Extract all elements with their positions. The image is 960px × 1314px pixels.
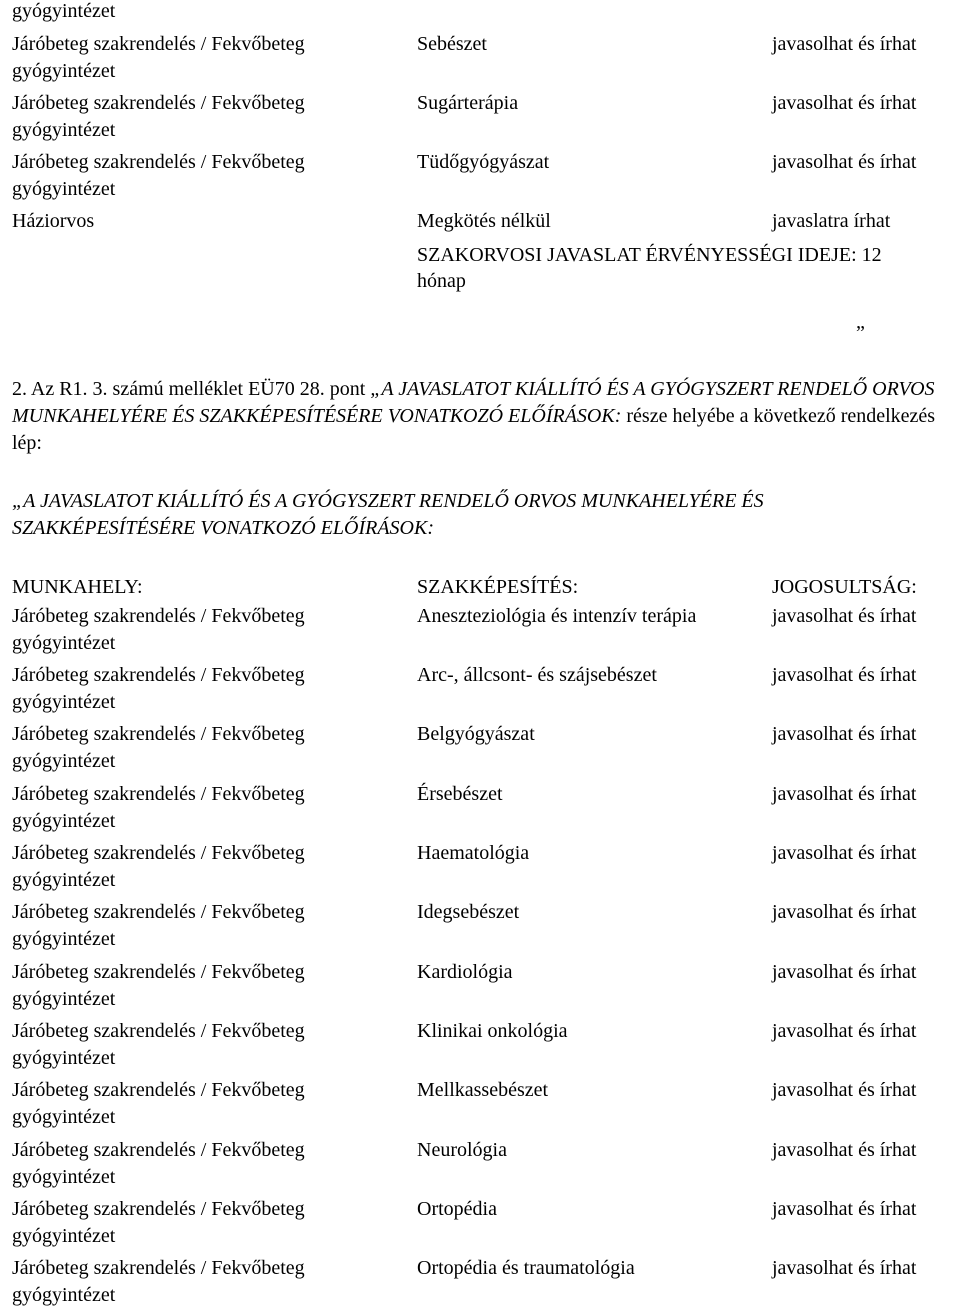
authority-cell: javasolhat és írhat xyxy=(772,605,917,627)
workplace-cell: Járóbeteg szakrendelés / Fekvőbeteg gyógyintézet xyxy=(12,151,305,200)
specialty-cell: Belgyógyászat xyxy=(417,723,535,745)
specialty-cell: Ortopédia xyxy=(417,1198,497,1220)
specialty-cell: Ortopédia és traumatológia xyxy=(417,1257,635,1279)
specialty-cell: Kardiológia xyxy=(417,961,513,983)
table-row xyxy=(0,149,960,208)
authority-cell: javasolhat és írhat xyxy=(772,783,917,805)
workplace-cell: Járóbeteg szakrendelés / Fekvőbeteg gyógyintézet xyxy=(12,1257,305,1306)
workplace-cell: Járóbeteg szakrendelés / Fekvőbeteg gyógyintézet xyxy=(12,1020,305,1069)
specialty-cell: Sugárterápia xyxy=(417,92,519,114)
top-fragment-text: gyógyintézet xyxy=(12,0,116,22)
table-row xyxy=(0,1137,960,1196)
workplace-cell: Járóbeteg szakrendelés / Fekvőbeteg gyógyintézet xyxy=(12,961,305,1010)
table-row xyxy=(0,603,960,662)
amendment-suffix: része helyébe a következő rendelkezés lép: xyxy=(12,405,936,454)
authority-cell: javasolhat és írhat xyxy=(772,1079,917,1101)
specialty-cell: Haematológia xyxy=(417,842,530,864)
specialty-cell: Neurológia xyxy=(417,1139,507,1161)
workplace-cell: Járóbeteg szakrendelés / Fekvőbeteg gyógyintézet xyxy=(12,723,305,772)
workplace-cell: Háziorvos xyxy=(12,210,95,232)
authority-cell: javasolhat és írhat xyxy=(772,1139,917,1161)
table-row xyxy=(0,840,960,899)
specialty-cell: Tüdőgyógyászat xyxy=(417,151,550,173)
table-row xyxy=(0,721,960,780)
specialty-cell: Sebészet xyxy=(417,33,487,55)
workplace-cell: Járóbeteg szakrendelés / Fekvőbeteg gyógyintézet xyxy=(12,33,305,82)
closing-quote: ” xyxy=(856,322,865,344)
specialty-cell: Érsebészet xyxy=(417,783,503,805)
header-workplace: MUNKAHELY: xyxy=(12,576,143,598)
table-row xyxy=(0,1018,960,1077)
table-row xyxy=(0,31,960,90)
authority-cell: javasolhat és írhat xyxy=(772,842,917,864)
table-row xyxy=(0,90,960,149)
authority-cell: javasolhat és írhat xyxy=(772,723,917,745)
workplace-cell: Járóbeteg szakrendelés / Fekvőbeteg gyógyintézet xyxy=(12,783,305,832)
table-row xyxy=(0,1196,960,1255)
table-row xyxy=(0,662,960,721)
workplace-cell: Járóbeteg szakrendelés / Fekvőbeteg gyógyintézet xyxy=(12,664,305,713)
table-row xyxy=(0,781,960,840)
validity-text-line2: hónap xyxy=(417,270,466,292)
workplace-cell: Járóbeteg szakrendelés / Fekvőbeteg gyógyintézet xyxy=(12,605,305,654)
authority-cell: javasolhat és írhat xyxy=(772,664,917,686)
authority-cell: javasolhat és írhat xyxy=(772,901,917,923)
workplace-cell: Járóbeteg szakrendelés / Fekvőbeteg gyógyintézet xyxy=(12,92,305,141)
new-section-heading: „A JAVASLATOT KIÁLLÍTÓ ÉS A GYÓGYSZERT RENDELŐ ORVOS MUNKAHELYÉRE ÉS SZAKKÉPESÍTÉSÉRE VONATKOZÓ ELŐÍRÁSOK: xyxy=(12,490,764,539)
workplace-cell: Járóbeteg szakrendelés / Fekvőbeteg gyógyintézet xyxy=(12,901,305,950)
workplace-cell: Járóbeteg szakrendelés / Fekvőbeteg gyógyintézet xyxy=(12,1139,305,1188)
authority-cell: javasolhat és írhat xyxy=(772,33,917,55)
authority-cell: javasolhat és írhat xyxy=(772,92,917,114)
workplace-cell: Járóbeteg szakrendelés / Fekvőbeteg gyógyintézet xyxy=(12,1198,305,1247)
specialty-cell: Mellkassebészet xyxy=(417,1079,549,1101)
workplace-cell: Járóbeteg szakrendelés / Fekvőbeteg gyógyintézet xyxy=(12,842,305,891)
specialty-cell: Arc-, állcsont- és szájsebészet xyxy=(417,664,657,686)
authority-cell: javaslatra írhat xyxy=(772,210,891,232)
validity-text-line1: SZAKORVOSI JAVASLAT ÉRVÉNYESSÉGI IDEJE: 12 xyxy=(417,244,882,266)
authority-cell: javasolhat és írhat xyxy=(772,1198,917,1220)
amendment-prefix: 2. Az R1. 3. számú melléklet EÜ70 28. pont xyxy=(12,378,371,400)
table-row xyxy=(0,959,960,1018)
header-authority: JOGOSULTSÁG: xyxy=(772,576,917,598)
table-row xyxy=(0,1255,960,1314)
header-specialty: SZAKKÉPESÍTÉS: xyxy=(417,576,579,598)
authority-cell: javasolhat és írhat xyxy=(772,1020,917,1042)
specialty-cell: Aneszteziológia és intenzív terápia xyxy=(417,605,697,627)
authority-cell: javasolhat és írhat xyxy=(772,961,917,983)
table-row xyxy=(0,899,960,958)
authority-cell: javasolhat és írhat xyxy=(772,151,917,173)
table-row xyxy=(0,1077,960,1136)
table-header-row xyxy=(0,574,960,604)
specialty-cell: Megkötés nélkül xyxy=(417,210,551,232)
workplace-cell: Járóbeteg szakrendelés / Fekvőbeteg gyógyintézet xyxy=(12,1079,305,1128)
amendment-paragraph xyxy=(12,376,942,457)
specialty-cell: Idegsebészet xyxy=(417,901,520,923)
specialty-cell: Klinikai onkológia xyxy=(417,1020,568,1042)
authority-cell: javasolhat és írhat xyxy=(772,1257,917,1279)
amendment-italic-title: „A JAVASLATOT KIÁLLÍTÓ ÉS A GYÓGYSZERT RENDELŐ ORVOS MUNKAHELYÉRE ÉS SZAKKÉPESÍTÉSÉRE VONATKOZÓ ELŐÍRÁSOK: xyxy=(12,378,935,427)
